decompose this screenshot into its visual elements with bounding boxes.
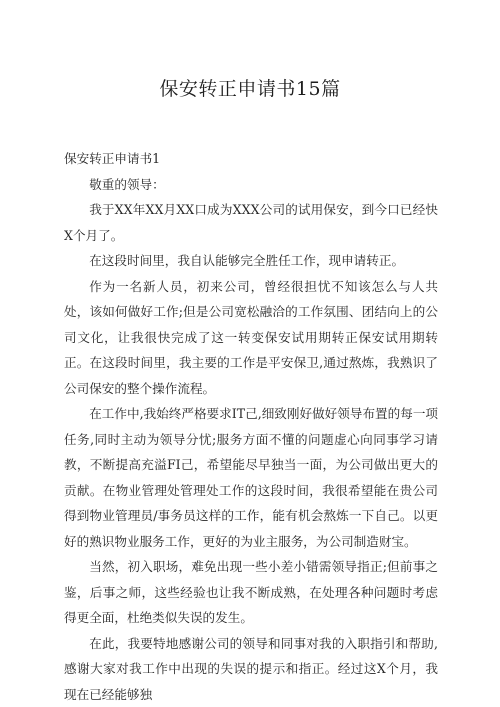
paragraph-6: 在此，我要特地感谢公司的领导和同事对我的入职指引和帮助,感谢大家对我工作中出现的失误的提示和指正。经过这X个月，我现在已经能够独 <box>64 635 438 702</box>
paragraph-1: 我于XX年XX月XX口成为XXX公司的试用保安，到今口已经快X个月了。 <box>64 202 438 243</box>
document-body <box>64 146 438 707</box>
document-title: 保安转正申请书15篇 <box>159 78 341 100</box>
section-subtitle: 保安转正申请书1 <box>64 151 161 166</box>
paragraph-5: 当然，初入职场，难免出现一些小差小错需领导指正;但前事之鉴，后事之师，这些经验也让我不断成熟，在处理各种问题时考虑得更全面，杜绝类似失误的发生。 <box>64 559 438 625</box>
paragraph-2: 在这段时间里，我自认能够完全胜任工作，现申请转正。 <box>89 253 405 268</box>
paragraph-3: 作为一名新人员，初来公司，曾经很担忧不知该怎么与人共处，该如何做好工作;但是公司宽松融洽的工作氛围、团结向上的公司文化，让我很快完成了这一转变保安试用期转正保安试用期转正。在这段时间里，我主要的工作是平安保卫,通过熬炼，我熟识了公司保安的整个操作流程。 <box>64 278 438 396</box>
paragraph-4: 在工作中,我始终严格要求IT己,细致刚好做好领导布置的每一项任务,同时主动为领导分忧;服务方面不懂的问题虚心向同事学习请教，不断提高充溢FI己，希望能尽早独当一面，为公司做出更大的贡献。在物业管理处管理处工作的这段时间，我很希望能在贵公司得到物业管理员/事务员这样的工作，能有机会熬炼一下自己。以更好的熟识物业服务工作，更好的为业主服务，为公司制造财宝。 <box>64 406 439 549</box>
salutation: 敬重的领导： <box>89 176 165 192</box>
